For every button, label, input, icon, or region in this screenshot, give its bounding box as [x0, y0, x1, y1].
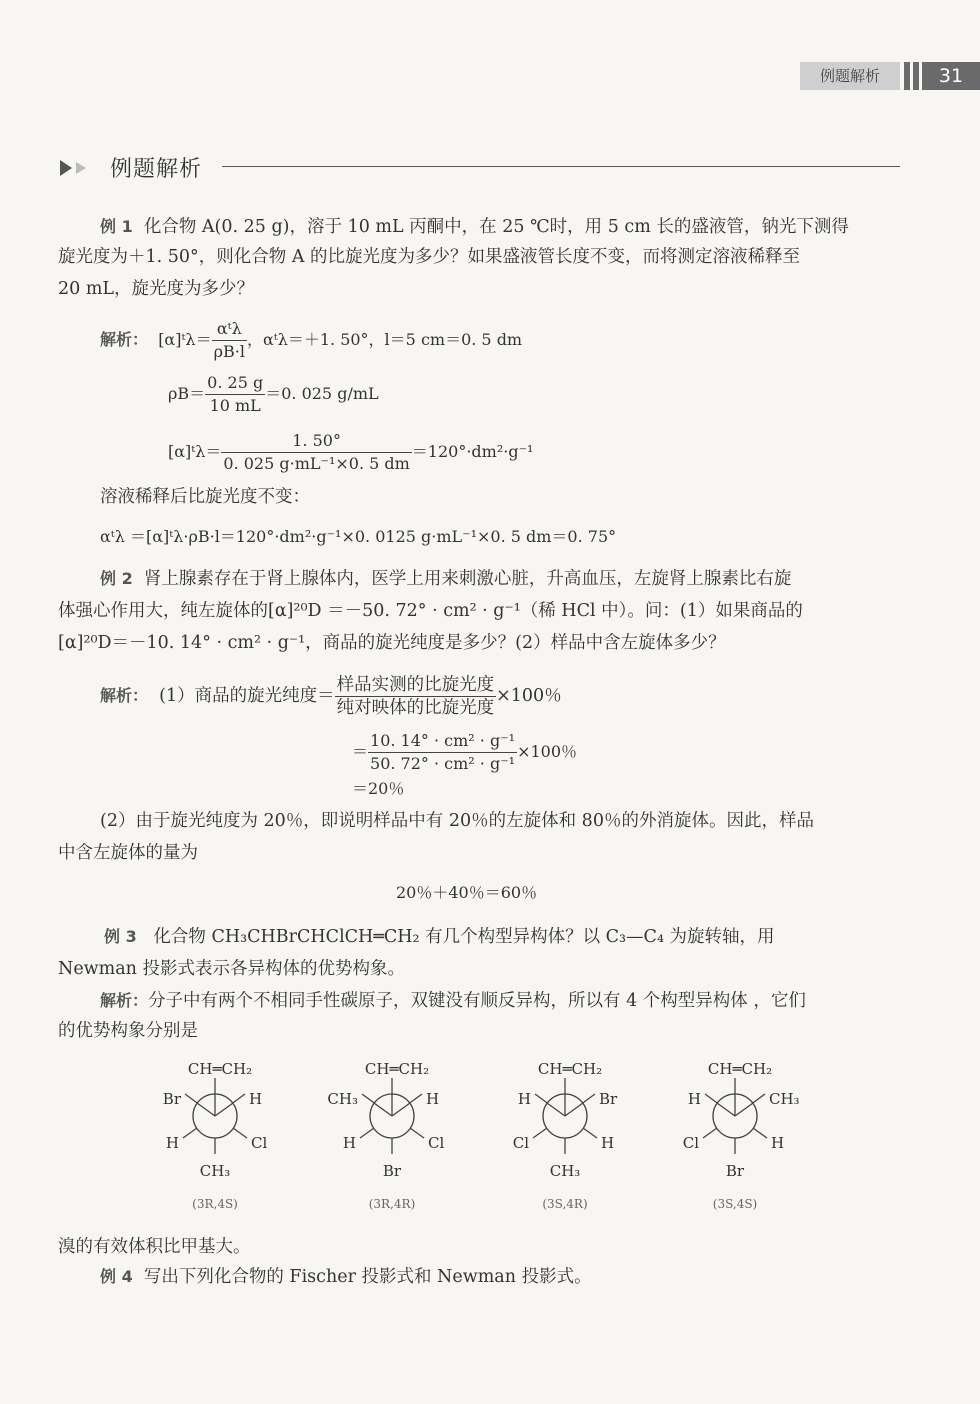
substituent-label: Cl: [251, 1134, 268, 1152]
bond-line: [533, 1128, 547, 1138]
substituent-label: Br: [382, 1162, 402, 1180]
section-tab: 例题解析: [800, 62, 900, 90]
ex1-formula-3: [α]ᵗλ＝ $\frac{1. 50^\circ}{\text{0. 025 g·mL⁻¹×0. 5 dm}}$ ＝120°·dm²·g⁻¹: [168, 431, 534, 473]
substituent-label: H: [601, 1134, 615, 1152]
section-rule: [222, 166, 900, 167]
tab-divider: [904, 62, 910, 90]
ex1-label: 例 1: [100, 217, 133, 236]
substituent-label: H: [249, 1090, 263, 1108]
bond-line: [583, 1128, 597, 1138]
ex2-line3: [α]²⁰D＝－10. 14° · cm² · g⁻¹，商品的旋光纯度是多少？(2）样品中含左旋体多少？: [58, 633, 726, 653]
bond-line: [410, 1128, 424, 1138]
bond-line: [183, 1128, 197, 1138]
ex1-line2: 旋光度为＋1. 50°，则化合物 A 的比旋光度为多少？如果盛液管长度不变，而将测定溶液稀释至: [58, 247, 801, 267]
substituent-label: CH═CH₂: [187, 1060, 253, 1078]
configuration-label: (3S,4R): [542, 1197, 588, 1211]
substituent-label: H: [687, 1090, 701, 1108]
substituent-label: Cl: [428, 1134, 445, 1152]
substituent-label: CH═CH₂: [707, 1060, 773, 1078]
substituent-label: H: [517, 1090, 531, 1108]
substituent-label: CH₃: [199, 1162, 231, 1180]
ex1-formula-4: αᵗλ ＝[α]ᵗλ·ρB·l＝120°·dm²·g⁻¹×0. 0125 g·mL⁻¹×0. 5 dm＝0. 75°: [100, 527, 617, 546]
ex4-label: 例 4: [100, 1267, 133, 1286]
ex1-line3: 20 mL，旋光度为多少？: [58, 279, 255, 299]
ex2-purity-2: ＝ $\frac{\text{10. 14° · cm² · g⁻¹}}{\text{50. 72° · cm² · g⁻¹}}$ ×100％: [352, 731, 578, 773]
ex3-line4: 的优势构象分别是: [58, 1021, 198, 1041]
ex3-line1: 例 3 化合物 CH₃CHBrCHClCH═CH₂ 有几个构型异构体？以 C₃—C₄ 为旋转轴，用: [104, 927, 775, 947]
substituent-label: H: [426, 1090, 440, 1108]
substituent-label: CH═CH₂: [537, 1060, 603, 1078]
section-arrow-icon: [60, 158, 100, 178]
newman-projection: [513, 1060, 618, 1211]
substituent-label: H: [771, 1134, 785, 1152]
ex3-tail: 溴的有效体积比甲基大。: [58, 1237, 251, 1257]
newman-projection: [683, 1060, 800, 1211]
newman-projection: [163, 1060, 268, 1211]
substituent-label: Br: [162, 1090, 181, 1108]
substituent-label: CH═CH₂: [364, 1060, 430, 1078]
ex2-part2-line2: 中含左旋体的量为: [58, 843, 198, 863]
ex2-purity-1: 解析： (1）商品的旋光纯度＝ $\frac{\text{样品实测的比旋光度}}{\text{纯对映体的比旋光度}}$ ×100％: [100, 675, 562, 718]
bond-line: [360, 1128, 374, 1138]
ex1-formula-2: ρB＝ $\frac{0. 25 g}{10 mL}$ ＝0. 025 g/mL: [168, 373, 379, 415]
configuration-label: (3S,4S): [712, 1197, 758, 1211]
ex1-note: 溶液稀释后比旋光度不变：: [100, 487, 310, 507]
ex2-part2-line1: (2）由于旋光纯度为 20％，即说明样品中有 20％的左旋体和 80％的外消旋体。因此，样品: [100, 811, 814, 831]
ex1-formula-1: 解析： [α]ᵗλ＝ $\frac{\text{αᵗλ}}{\rho B\cdot l}$ ，αᵗλ＝＋1. 50°，l＝5 cm＝0. 5 dm: [100, 319, 523, 361]
ex2-line2: 体强心作用大，纯左旋体的[α]²⁰D ＝－50. 72° · cm² · g⁻¹（稀 HCl 中）。问：(1）如果商品的: [58, 601, 803, 621]
page-number: 31: [922, 62, 980, 90]
newman-projection: [327, 1060, 444, 1211]
newman-projections: [140, 1054, 840, 1224]
configuration-label: (3R,4R): [368, 1197, 416, 1211]
substituent-label: Br: [725, 1162, 745, 1180]
ex4-line: 例 4 写出下列化合物的 Fischer 投影式和 Newman 投影式。: [100, 1267, 592, 1287]
bond-line: [753, 1128, 767, 1138]
tab-divider: [913, 62, 919, 90]
ex2-purity-3: ＝20％: [352, 779, 405, 798]
bond-line: [233, 1128, 247, 1138]
substituent-label: CH₃: [549, 1162, 581, 1180]
ex1-line1: 例 1 化合物 A(0. 25 g)，溶于 10 mL 丙酮中，在 25 ℃时，用 5 cm 长的盛液管，钠光下测得: [100, 217, 849, 237]
ex2-line1: 例 2 肾上腺素存在于肾上腺体内，医学上用来刺激心脏，升高血压，左旋肾上腺素比右旋: [100, 569, 792, 589]
substituent-label: Br: [599, 1090, 618, 1108]
substituent-label: Cl: [512, 1134, 529, 1152]
substituent-label: Cl: [682, 1134, 699, 1152]
ex3-label: 例 3: [104, 927, 137, 946]
section-title: 例题解析: [110, 157, 203, 182]
ex2-result: 20％＋40％＝60％: [396, 883, 538, 902]
bond-line: [703, 1128, 717, 1138]
substituent-label: CH₃: [769, 1090, 800, 1108]
substituent-label: CH₃: [327, 1090, 358, 1108]
ex3-line3: 解析：分子中有两个不相同手性碳原子，双键没有顺反异构，所以有 4 个构型异构体 ，它们: [100, 991, 806, 1011]
configuration-label: (3R,4S): [192, 1197, 238, 1211]
ex2-label: 例 2: [100, 569, 133, 588]
substituent-label: H: [342, 1134, 356, 1152]
ex3-line2: Newman 投影式表示各异构体的优势构象。: [58, 959, 406, 979]
substituent-label: H: [165, 1134, 179, 1152]
